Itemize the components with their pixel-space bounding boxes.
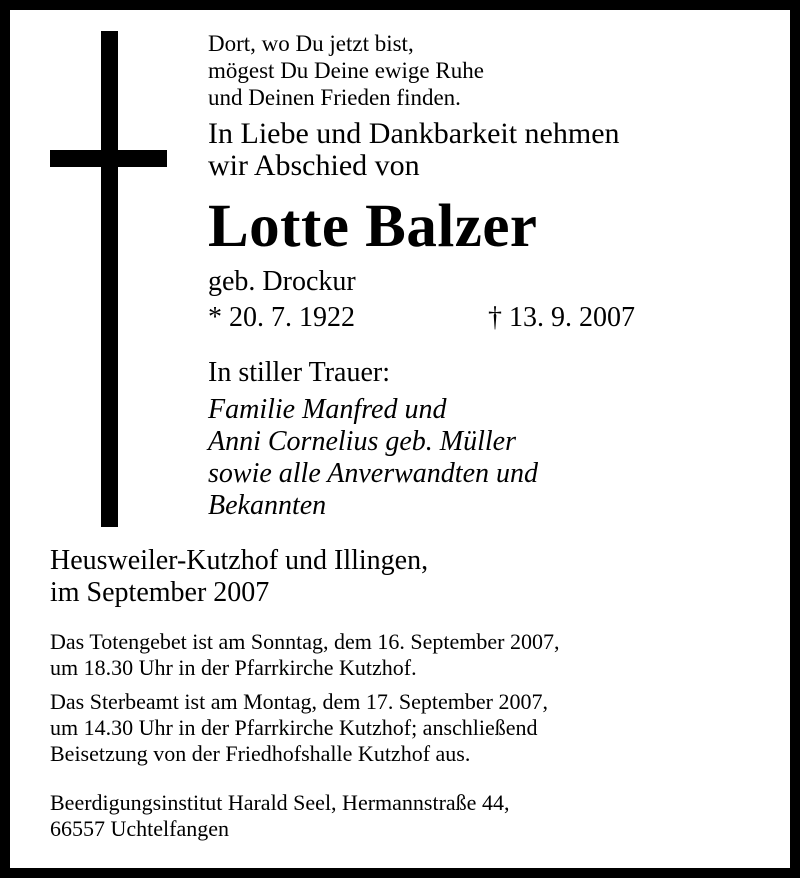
- mourner-line: Anni Cornelius geb. Müller: [208, 426, 516, 457]
- intro-line: wir Abschied von: [208, 149, 420, 182]
- intro-line: In Liebe und Dankbarkeit nehmen: [208, 117, 620, 150]
- announcement-line: Das Sterbeamt ist am Montag, dem 17. September 2007,: [50, 689, 548, 714]
- verse-line: mögest Du Deine ewige Ruhe: [208, 58, 484, 83]
- mourner-line: Familie Manfred und: [208, 394, 447, 425]
- announcement-line: um 14.30 Uhr in der Pfarrkirche Kutzhof; anschließend: [50, 715, 538, 740]
- obituary-notice: [10, 10, 790, 868]
- cross-vertical-bar: [101, 31, 118, 527]
- deceased-name: Lotte Balzer: [208, 193, 538, 260]
- verse-line: Dort, wo Du jetzt bist,: [208, 31, 414, 56]
- mourner-line: sowie alle Anverwandten und: [208, 458, 538, 489]
- undertaker-line: Beerdigungsinstitut Harald Seel, Hermannstraße 44,: [50, 790, 510, 815]
- announcement-line: Beisetzung von der Friedhofshalle Kutzhof aus.: [50, 741, 471, 766]
- mourning-heading: In stiller Trauer:: [208, 357, 390, 388]
- cross-horizontal-bar: [50, 150, 167, 167]
- verse-line: und Deinen Frieden finden.: [208, 85, 461, 110]
- birth-date: * 20. 7. 1922: [208, 302, 355, 333]
- undertaker-line: 66557 Uchtelfangen: [50, 816, 229, 841]
- announcement-line: um 18.30 Uhr in der Pfarrkirche Kutzhof.: [50, 655, 417, 680]
- mourner-line: Bekannten: [208, 490, 327, 521]
- death-date: † 13. 9. 2007: [488, 302, 635, 333]
- place-date-line: Heusweiler-Kutzhof und Illingen,: [50, 545, 429, 576]
- place-date-line: im September 2007: [50, 577, 270, 608]
- maiden-name: geb. Drockur: [208, 266, 356, 297]
- announcement-line: Das Totengebet ist am Sonntag, dem 16. September 2007,: [50, 629, 560, 654]
